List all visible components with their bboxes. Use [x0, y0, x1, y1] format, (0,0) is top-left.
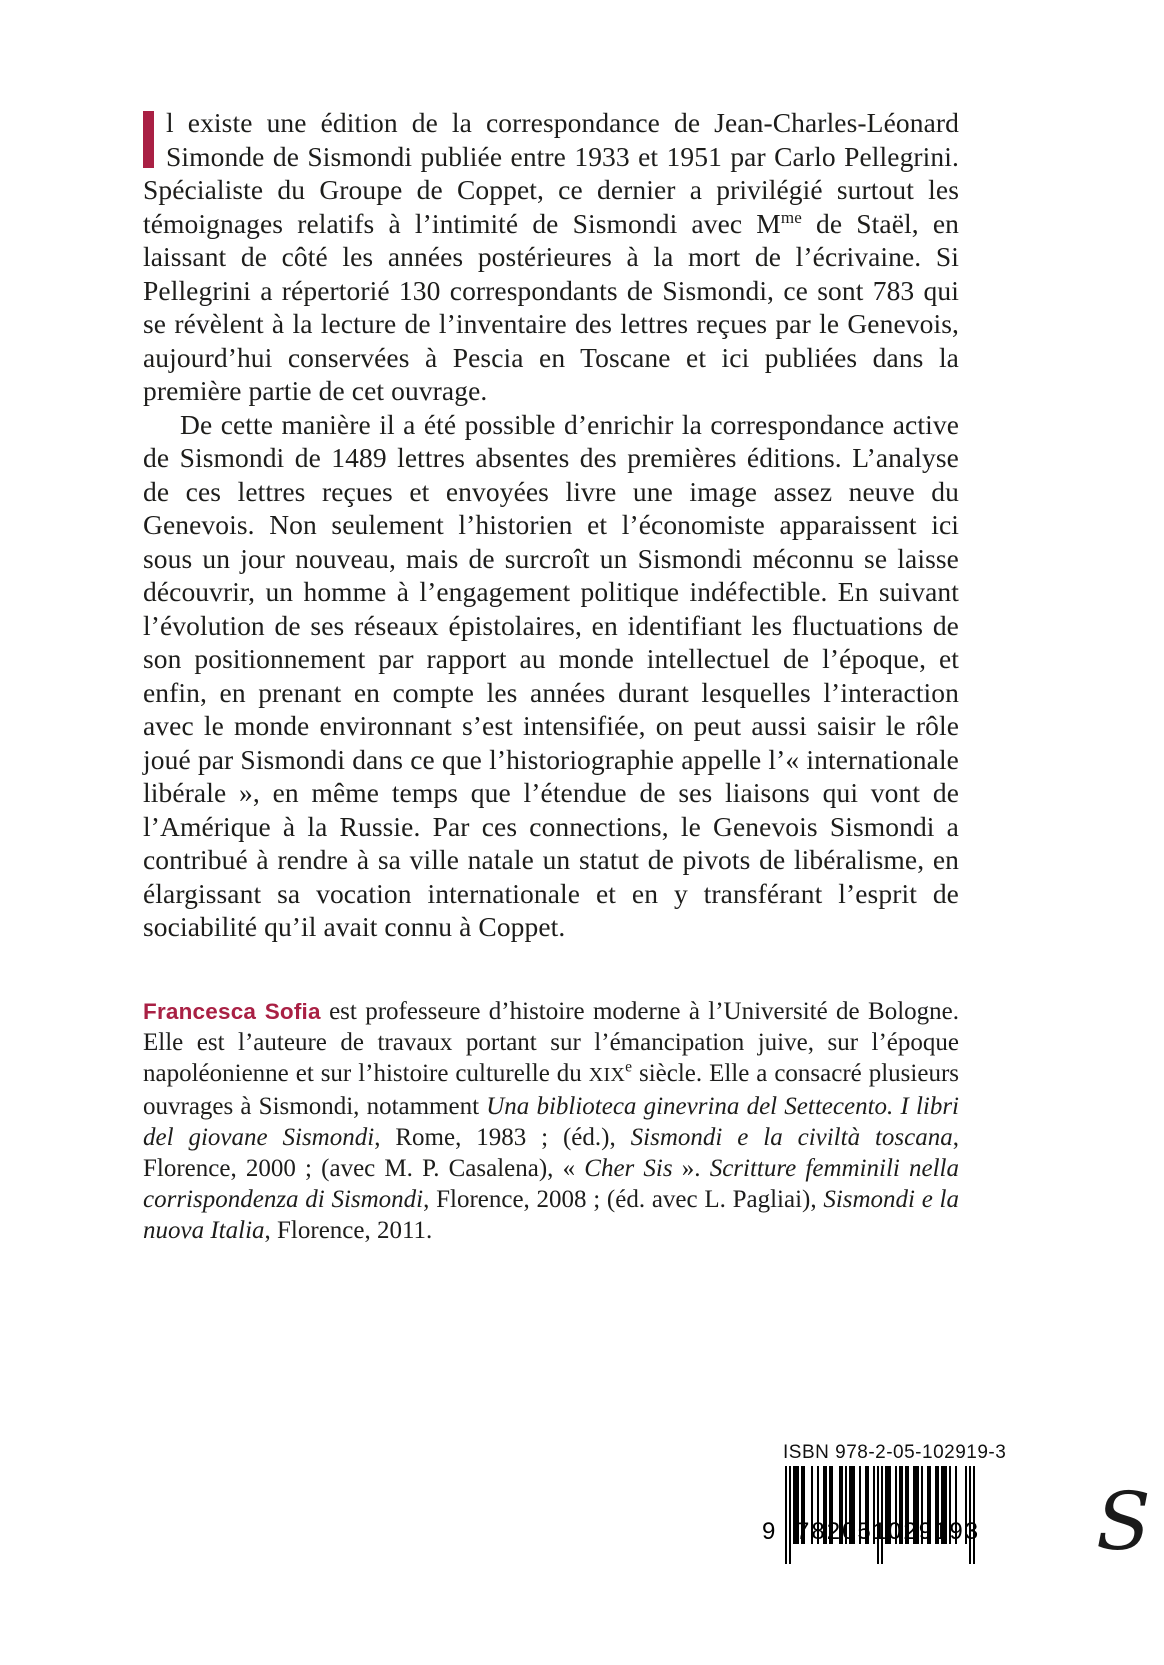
text-segment: , Florence, 2000 ; (avec M. P. Casalena), « — [143, 1123, 960, 1182]
publisher-s-logo: S — [1096, 1475, 1151, 1568]
drop-cap-initial-i — [143, 111, 154, 168]
synopsis-paragraph-2: De cette manière il a été possible d’enrichir la correspondance active de Sismondi de 1489 lettres absentes des premières éditions. L’analyse de ces lettres reçues et envoyées livre une image assez neuve du Genevois. Non seulement l’historien et l’économiste apparaissent ici sous un jour nouveau, mais de surcroît un Sismondi méconnu se laisse découvrir, un homme à l’engagement politique indéfectible. En suivant l’évolution de ses réseaux épistolaires, en identifiant les fluctuations de son positionnement par rapport au monde intellectuel de l’époque, et enfin, en prenant en compte les années durant lesquelles l’interaction avec le monde environnant s’est intensifiée, on peut aussi saisir le rôle joué par Sismondi dans ce que l’historiographie appelle l’« internationale libérale », en même temps que l’étendue de ses liaisons qui vont de l’Amérique à la Russie. Par ces connections, le Genevois Sismondi a contribué à rendre à sa ville natale un statut de pivots de libéralisme, en élargissant sa vocation internationale et en y transférant l’esprit de sociabilité qu’il avait connu à Coppet. — [143, 408, 959, 942]
synopsis — [143, 106, 959, 944]
paragraph-1-text — [143, 107, 959, 406]
ean-digits — [762, 1518, 981, 1545]
ean13-barcode-bars — [785, 1466, 981, 1564]
text-segment: e — [625, 1058, 633, 1076]
author-bio — [143, 996, 959, 1246]
text-segment: , Rome, 1983 ; (éd.), — [374, 1123, 631, 1151]
ean-prefix-digit: 9 — [762, 1518, 776, 1545]
text-segment: Sismondi e la nuova Italia — [143, 1185, 959, 1244]
isbn-barcode-block — [762, 1442, 1007, 1564]
back-cover-text — [143, 106, 959, 1246]
text-segment: , Florence, 2011. — [264, 1216, 433, 1244]
text-segment: ». — [672, 1154, 710, 1182]
text-segment: est professeure d’histoire moderne à l’Université de Bologne. Elle est l’auteure de travaux portant sur l’émancipation juive, sur l’époque napoléonienne et sur l’histoire culturelle du — [143, 997, 959, 1087]
text-segment: , Florence, 2008 ; (éd. avec L. Pagliai), — [423, 1185, 824, 1213]
text-segment: Cher Sis — [584, 1154, 673, 1182]
text-segment: Una biblioteca ginevrina del Settecento. I libri del giovane Sismondi — [143, 1092, 960, 1151]
text-segment: Scritture femminili nella corrispondenza di Sismondi — [143, 1154, 959, 1213]
isbn-label: ISBN 978-2-05-102919-3 — [783, 1442, 1007, 1463]
text-segment: l existe une édition de la correspondance de Jean-Charles-Léonard Simonde de Sismondi publiée entre 1933 et 1951 par Carlo Pellegrini. Spécialiste du Groupe de Coppet, ce dernier a privilégié surtout les témoignages relatifs à l’intimité de Sismondi avec M — [143, 107, 959, 239]
text-segment: XIX — [588, 1063, 626, 1086]
text-segment: me — [780, 207, 802, 227]
synopsis-paragraph-1 — [143, 106, 959, 408]
text-segment: de Staël, en laissant de côté les années postérieures à la mort de l’écrivaine. Si Pellegrini a répertorié 130 correspondants de Sismondi, ce sont 783 qui se révèlent à la lecture de l’inventaire des lettres reçues par le Genevois, aujourd’hui conservées à Pescia en Toscane et ici publiées dans la première partie de cet ouvrage. — [143, 207, 959, 406]
text-segment: Francesca Sofia — [143, 998, 321, 1024]
text-segment: Sismondi e la civiltà toscana — [630, 1123, 953, 1151]
barcode-bar — [973, 1466, 975, 1564]
ean-right-digits: 029193 — [888, 1518, 981, 1545]
ean-left-digits: 782051 — [796, 1518, 889, 1545]
text-segment: siècle. Elle a consacré plusieurs ouvrages à Sismondi, notamment — [143, 1059, 959, 1120]
